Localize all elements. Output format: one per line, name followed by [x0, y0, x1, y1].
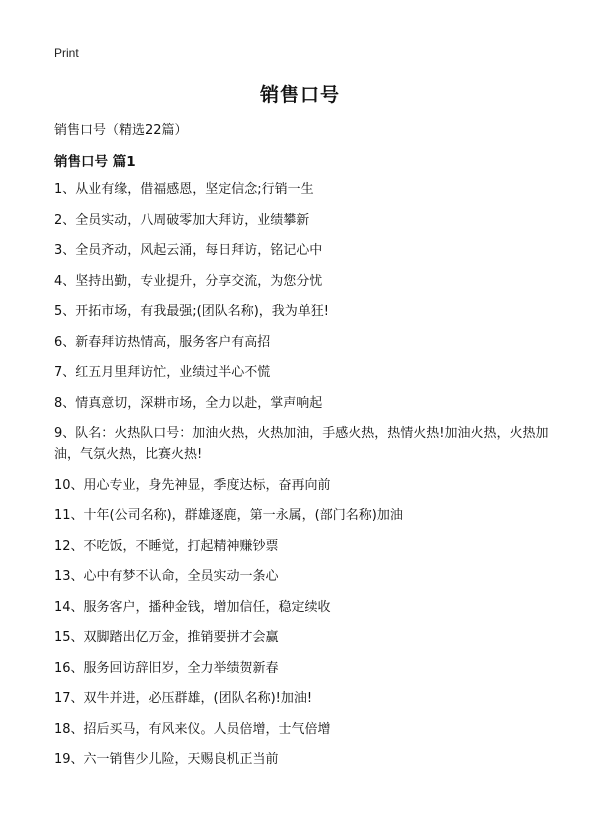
page-title: 销售口号 [259, 84, 340, 106]
list-item: 8、情真意切，深耕市场，全力以赴，掌声响起 [54, 395, 323, 411]
list-item: 11、十年(公司名称)，群雄逐鹿，第一永属，(部门名称)加油 [54, 508, 403, 523]
list-item: 3、全员齐动，风起云涌，每日拜访，铭记心中 [54, 243, 323, 258]
list-item: 5、开拓市场，有我最强;(团队名称)，我为单狂! [54, 304, 330, 319]
list-item: 17、双牛并进，必压群雄，(团队名称)!加油! [54, 691, 313, 706]
list-item: 13、心中有梦不认命，全员实动一条心 [54, 569, 279, 584]
list-item: 18、招后买马，有风来仪。人员倍增，士气倍增 [54, 721, 331, 737]
slogan-list [54, 179, 554, 780]
list-item: 4、坚持出勤，专业提升，分享交流，为您分忧 [54, 273, 323, 289]
list-item: 9、队名：火热队口号：加油火热，火热加油，手感火热，热情火热!加油火热，火热加油，气氛火热，比赛火热! [54, 426, 549, 462]
section-heading: 销售口号 篇1 [54, 154, 136, 170]
list-item: 10、用心专业，身先神显，季度达标，奋再向前 [54, 477, 331, 493]
list-item: 15、双脚踏出亿万金，推销要拼才会赢 [54, 630, 279, 645]
list-item: 1、从业有缘，借福感恩，坚定信念;行销一生 [54, 182, 314, 197]
document-subtitle: 销售口号（精选22篇） [54, 123, 188, 138]
list-item: 2、全员实动，八周破零加大拜访，业绩攀新 [54, 212, 310, 228]
list-item: 14、服务客户，播种金钱，增加信任，稳定续收 [54, 599, 331, 615]
list-item: 7、红五月里拜访忙，业绩过半心不慌 [54, 365, 271, 380]
print-label: Print [54, 46, 79, 60]
list-item: 12、不吃饭，不睡觉，打起精神赚钞票 [54, 538, 279, 554]
list-item: 6、新春拜访热情高，服务客户有高招 [54, 334, 271, 350]
list-item: 16、服务回访辞旧岁，全力举绩贺新春 [54, 660, 279, 676]
list-item: 19、六一销售少儿险，天赐良机正当前 [54, 752, 279, 767]
